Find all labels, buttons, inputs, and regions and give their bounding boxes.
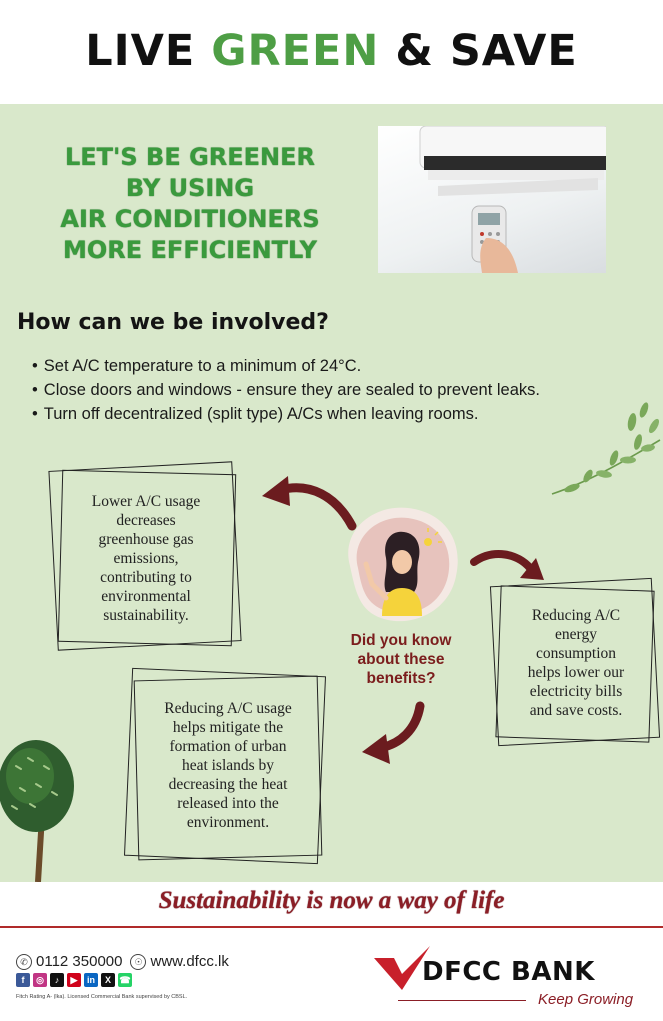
headline-line: LET'S BE GREENER: [64, 143, 316, 171]
globe-icon: ☉: [130, 954, 146, 970]
list-item: • Turn off decentralized (split type) A/Cs when leaving rooms.: [32, 402, 540, 426]
title-save: & SAVE: [379, 26, 578, 76]
website-link[interactable]: www.dfcc.lk: [150, 953, 229, 970]
fine-print: Fitch Rating A- (lka). Licensed Commercial Bank supervised by CBSL.: [16, 994, 188, 1000]
youtube-icon[interactable]: ▶: [67, 973, 81, 987]
linkedin-icon[interactable]: in: [84, 973, 98, 987]
did-you-know: Did you know about these benefits?: [350, 632, 452, 687]
benefit-text: Lower A/C usage decreases greenhouse gas emissions, contributing to environmental sustainability.: [91, 493, 201, 624]
benefit-text: Reducing A/C energy consumption helps lower our electricity bills and save costs.: [527, 607, 625, 719]
tips-list: [32, 354, 540, 426]
x-icon[interactable]: X: [101, 973, 115, 987]
slogan: Sustainability is now a way of life: [158, 887, 505, 914]
tree-icon: [0, 736, 76, 882]
instagram-icon[interactable]: ◎: [33, 973, 47, 987]
page-title: [0, 26, 663, 76]
section-question: How can we be involved?: [17, 310, 329, 335]
arrow-down-icon: [362, 706, 420, 764]
tiktok-icon[interactable]: ♪: [50, 973, 64, 987]
arrow-right-icon: [474, 554, 544, 580]
info-panel: [0, 104, 663, 882]
title-live: LIVE: [85, 26, 212, 76]
list-item: • Close doors and windows - ensure they are sealed to prevent leaks.: [32, 378, 540, 402]
divider: [0, 926, 663, 928]
phone-number[interactable]: 0112 350000: [36, 953, 123, 970]
headline-line: AIR CONDITIONERS: [60, 205, 320, 233]
air-conditioner-photo: [378, 126, 606, 273]
benefit-text: Reducing A/C usage helps mitigate the formation of urban heat islands by decreasing the heat released into the environment.: [164, 700, 292, 831]
woman-idea-illustration: [330, 498, 470, 630]
title-green: GREEN: [211, 26, 380, 76]
whatsapp-icon[interactable]: ☎: [119, 975, 131, 985]
phone-icon: ✆: [16, 954, 32, 970]
facebook-icon[interactable]: f: [16, 973, 30, 987]
headline-line: MORE EFFICIENTLY: [63, 236, 317, 264]
header: [0, 0, 663, 104]
headline: [40, 142, 340, 266]
tagline: Keep Growing: [538, 991, 634, 1008]
logo-underline: [398, 1000, 526, 1001]
list-item: • Set A/C temperature to a minimum of 24°C.: [32, 354, 540, 378]
contact-info: [16, 953, 229, 970]
headline-line: BY USING: [125, 174, 255, 202]
bank-logo-text: DFCC BANK: [422, 957, 595, 987]
social-icons: [16, 973, 132, 987]
leaf-branch-icon: [548, 402, 663, 506]
